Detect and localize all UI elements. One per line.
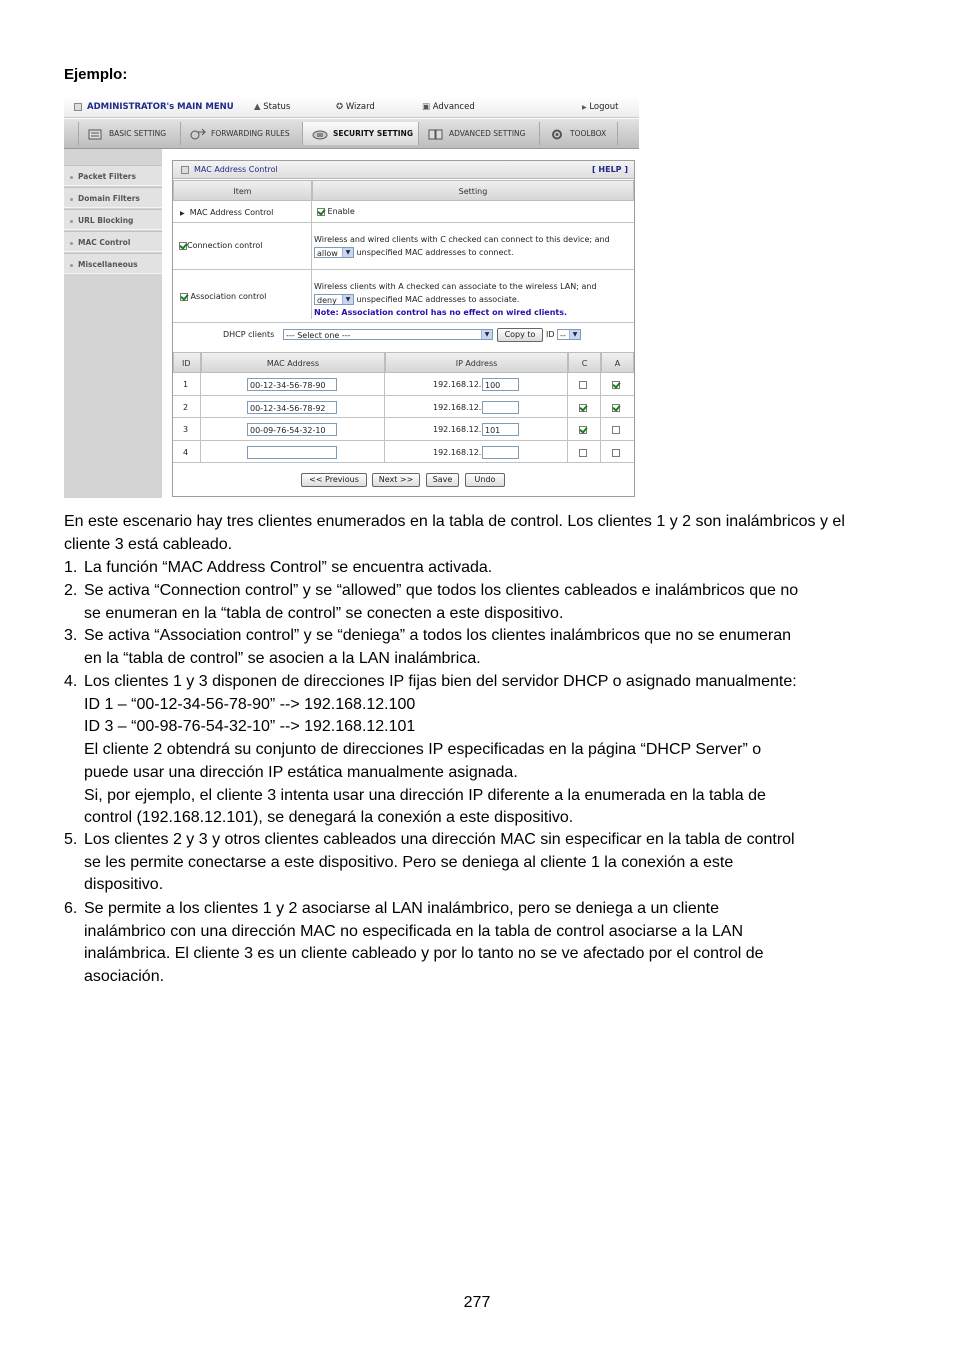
a-checkbox-cell [612,380,620,390]
id-label: ID [546,330,555,339]
toolbox-icon [548,128,566,141]
tab-forwarding-rules[interactable] [181,122,303,145]
next-button[interactable]: Next >> [372,473,420,487]
sidebar-item-label: Miscellaneous [78,260,138,269]
copy-to-button[interactable]: Copy to [497,328,543,342]
table-row [173,441,634,463]
basic-setting-icon [87,128,105,141]
bullet-icon [70,242,73,245]
sidebar [64,149,162,498]
ip-suffix-input[interactable]: 100 [482,378,519,391]
connection-text-tail: unspecified MAC addresses to connect. [356,248,514,257]
previous-button[interactable]: << Previous [301,473,367,487]
ip-suffix-input[interactable] [482,401,519,414]
col-item-header: Item [173,180,312,201]
list-line: puede usar una dirección IP estática manualmente asignada. [84,763,518,781]
advanced-setting-icon [427,128,445,141]
table-row [173,396,634,418]
status-link[interactable] [254,102,290,112]
association-control-setting [314,280,632,319]
row-id: 2 [183,403,189,412]
logout-label: Logout [589,102,619,112]
list-line: ID 3 – “00-98-76-54-32-10” --> 192.168.12.101 [84,718,416,736]
association-text-line2 [314,293,632,306]
forwarding-rules-icon [189,128,207,141]
connection-control-checkbox[interactable] [179,242,187,250]
connection-text-line1: Wireless and wired clients with C checked can connect to this device; and [314,235,610,244]
table-row [173,418,634,441]
tab-advanced-setting[interactable] [419,122,540,145]
list-line: Se activa “Association control” y se “deniega” a todos los clientes inalámbricos que no se enumeran [84,627,792,644]
row-id: 4 [183,448,189,457]
list-line: inalámbrico con una dirección MAC no especificada en la tabla de control asociarse a la LAN [84,922,744,940]
col-a-header: A [601,352,634,373]
mac-address-input[interactable]: 00-12-34-56-78-90 [247,378,337,391]
intro-paragraph: En este escenario hay tres clientes enumerados en la tabla de control. Los clientes 1 y 2 son inalámbricos y el cliente 3 está cableado. [64,513,845,553]
wizard-icon: ✪ [336,102,344,112]
tab-toolbox[interactable] [540,122,618,145]
row-arrow-icon: ▶ [180,210,185,217]
sidebar-item-label: Packet Filters [78,172,136,181]
router-screenshot [64,97,639,498]
association-text-line1: Wireless clients with A checked can associate to the wireless LAN; and [314,282,597,291]
sidebar-item-url-blocking[interactable] [64,209,162,230]
c-checkbox-cell [579,448,587,458]
tab-forwarding-rules-label: FORWARDING RULES [211,129,290,138]
list-line: en la “tabla de control” se asocien a la LAN inalámbrica. [84,649,481,667]
a-checkbox[interactable] [612,381,620,389]
sidebar-item-packet-filters[interactable] [64,165,162,186]
connection-control-label: Connection control [187,241,263,250]
association-control-item [180,292,266,301]
row-id: 3 [183,425,189,434]
connection-control-setting [314,233,632,259]
sidebar-item-label: Domain Filters [78,194,140,203]
top-menu-bar [64,97,639,118]
ip-suffix-input[interactable] [482,446,519,459]
mac-control-item [180,208,273,217]
association-text-tail: unspecified MAC addresses to associate. [356,295,520,304]
bullet-icon [70,176,73,179]
association-deny-select[interactable] [314,294,354,305]
a-checkbox[interactable] [612,426,620,434]
panel-title-bar [173,161,634,179]
list-line: El cliente 2 obtendrá su conjunto de direcciones IP especificadas en la página “DHCP Server” o [84,741,762,759]
wizard-label: Wizard [345,102,375,112]
connection-allow-select[interactable] [314,247,354,258]
list-line: Los clientes 2 y 3 y otros clientes cableados una dirección MAC sin especificar en la tabla de control [84,831,795,848]
list-number: 4. [64,673,78,690]
mac-address-input[interactable]: 00-09-76-54-32-10 [247,423,337,436]
enable-option [317,207,355,216]
ip-suffix-input[interactable]: 101 [482,423,519,436]
sidebar-item-label: MAC Control [78,238,131,247]
advanced-icon: ▣ [422,102,431,112]
example-heading: Ejemplo: [64,66,128,83]
ip-prefix: 192.168.12. [433,380,482,389]
list-line: Se permite a los clientes 1 y 2 asociarse al LAN inalámbrico, pero se deniega a un cliente [84,900,720,917]
panel-square-icon [181,166,189,174]
ip-prefix: 192.168.12. [433,448,482,457]
a-checkbox[interactable] [612,449,620,457]
association-control-label: Association control [190,292,267,301]
status-icon: ▲ [254,102,261,112]
chevron-down-icon: ▼ [342,248,353,257]
sidebar-item-domain-filters[interactable] [64,187,162,208]
c-checkbox-cell [579,403,587,413]
id-select[interactable] [557,329,581,340]
list-line: ID 1 – “00-12-34-56-78-90” --> 192.168.12.100 [84,695,416,713]
connection-text-line2 [314,246,632,259]
help-link[interactable]: [ HELP ] [591,165,628,174]
sidebar-item-mac-control[interactable] [64,231,162,252]
list-number: 3. [64,627,78,644]
undo-button[interactable]: Undo [465,473,505,487]
list-text [84,898,894,989]
chevron-down-icon: ▼ [569,330,580,339]
list-line: La función “MAC Address Control” se encuentra activada. [84,559,493,576]
tab-basic-setting[interactable] [78,122,181,145]
list-text [84,829,894,897]
c-checkbox[interactable] [579,426,587,434]
tab-toolbox-label: TOOLBOX [570,129,607,138]
list-line: asociación. [84,968,165,986]
list-line: dispositivo. [84,876,164,894]
id-select-value: -- [560,331,566,340]
sidebar-item-label: URL Blocking [78,216,134,225]
association-note: Note: Association control has no effect on wired clients. [314,308,568,317]
bullet-icon [70,264,73,267]
list-line: Los clientes 1 y 3 disponen de direcciones IP fijas bien del servidor DHCP o asignado manualmente: [84,673,797,690]
col-mac-header: MAC Address [201,352,385,373]
main-tab-bar [64,119,639,149]
wizard-link[interactable] [336,102,375,112]
col-c-header: C [568,352,601,373]
enable-checkbox[interactable] [317,208,325,216]
page-number: 277 [463,1294,491,1311]
chevron-down-icon: ▼ [481,330,492,339]
panel-title: MAC Address Control [194,165,278,174]
mac-address-input[interactable]: 00-12-34-56-78-92 [247,401,337,414]
save-button[interactable]: Save [426,473,459,487]
col-ip-header: IP Address [385,352,568,373]
security-setting-icon [311,128,329,141]
dhcp-clients-select[interactable] [283,329,493,340]
list-number: 2. [64,582,78,599]
c-checkbox[interactable] [579,381,587,389]
c-checkbox[interactable] [579,404,587,412]
sidebar-item-miscellaneous[interactable] [64,253,162,274]
admin-main-menu-label: ADMINISTRATOR's MAIN MENU [87,102,234,112]
a-checkbox-cell [612,448,620,458]
status-label: Status [263,102,291,112]
a-checkbox[interactable] [612,404,620,412]
list-line: se enumeran en la “tabla de control” se conecten a este dispositivo. [84,604,564,622]
list-line: control (192.168.12.101), se denegará la conexión a este dispositivo. [84,809,574,827]
a-checkbox-cell [612,403,620,413]
mac-address-input[interactable] [247,446,337,459]
list-number: 6. [64,900,78,917]
list-text [84,580,894,625]
row-id: 1 [183,380,189,389]
bullet-icon [70,220,73,223]
a-checkbox-cell [612,425,620,435]
association-control-checkbox[interactable] [180,293,188,301]
admin-main-menu-link[interactable] [74,102,234,112]
list-line: se les permite conectarse a este dispositivo. Pero se deniega al cliente 1 la conexión a este [84,853,734,871]
menu-square-icon [74,103,82,111]
c-checkbox-cell [579,380,587,390]
enable-label: Enable [327,207,355,216]
chevron-down-icon: ▼ [342,295,353,304]
table-row [173,373,634,396]
connection-select-value: allow [317,249,338,258]
ip-prefix: 192.168.12. [433,403,482,412]
list-number: 1. [64,559,78,576]
dhcp-select-value: --- Select one --- [286,331,351,340]
list-text [84,557,894,580]
dhcp-clients-label: DHCP clients [223,330,275,339]
tab-security-setting-label: SECURITY SETTING [333,129,413,138]
connection-control-item [179,241,263,250]
advanced-label: Advanced [432,102,475,112]
list-line: Se activa “Connection control” y se “allowed” que todos los clientes cableados e inalámbricos que no [84,582,799,599]
logout-arrow-icon: ▶ [582,104,587,111]
c-checkbox-cell [579,425,587,435]
advanced-link[interactable] [422,102,475,112]
logout-link[interactable] [582,102,618,112]
c-checkbox[interactable] [579,449,587,457]
list-text [84,671,894,830]
tab-basic-setting-label: BASIC SETTING [109,129,167,138]
mac-address-control-panel [172,160,635,497]
association-select-value: deny [317,296,337,305]
col-setting-header: Setting [312,180,634,201]
tab-security-setting[interactable] [303,122,419,145]
list-text [84,625,894,670]
mac-control-label: MAC Address Control [189,208,274,217]
bullet-icon [70,198,73,201]
tab-advanced-setting-label: ADVANCED SETTING [449,129,526,138]
list-line: inalámbrica. El cliente 3 es un cliente cableado y por lo tanto no se ve afectado por el control de [84,945,764,963]
list-number: 5. [64,831,78,848]
col-id-header: ID [173,352,201,373]
ip-prefix: 192.168.12. [433,425,482,434]
list-line: Si, por ejemplo, el cliente 3 intenta usar una dirección IP diferente a la enumerada en la tabla de [84,786,766,804]
